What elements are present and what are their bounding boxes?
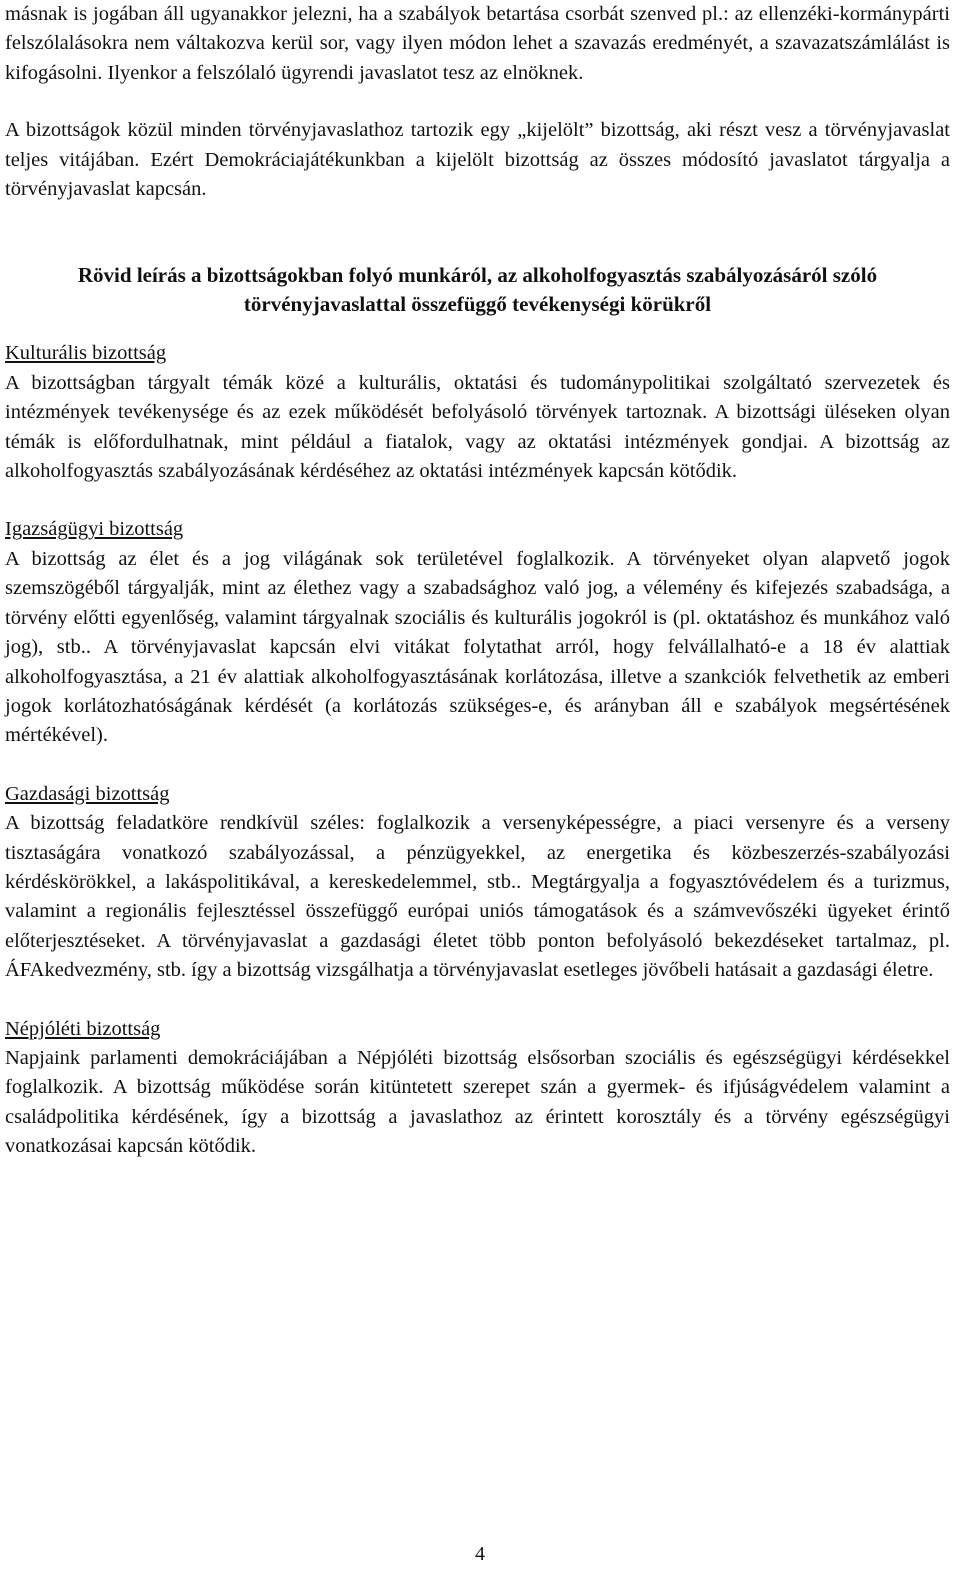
committee-title-igazsagugyi: Igazságügyi bizottság bbox=[5, 518, 184, 541]
section-heading: Rövid leírás a bizottságokban folyó munkáról, az alkoholfogyasztás szabályozásáról szóló törvényjavaslattal összefüggő tevékenységi körükről bbox=[77, 263, 878, 317]
intro-paragraph-2: A bizottságok közül minden törvényjavaslathoz tartozik egy „kijelölt” bizottság, aki részt vesz a törvényjavaslat teljes vitájában. Ezért Demokráciajátékunkban a kijelölt bizottság az összes módosító javaslatot tárgyalja a törvényjavaslat kapcsán. bbox=[5, 119, 950, 201]
committee-text-kulturalis: A bizottságban tárgyalt témák közé a kulturális, oktatási és tudománypolitikai szolgáltató szervezetek és intézmények tevékenysége és az ezek működését befolyásoló törvények tartoznak. A bizottsági üléseken olyan témák is előfordulhatnak, mint például a fiatalok, vagy az oktatási intézmények gondjai. A bizottság az alkoholfogyasztás szabályozásának kérdéséhez az oktatási intézmények kapcsán kötődik. bbox=[5, 371, 950, 483]
page-number: 4 bbox=[475, 1543, 485, 1565]
committee-title-nepjoleti: Népjóléti bizottság bbox=[5, 1017, 161, 1040]
intro-paragraph-1: másnak is jogában áll ugyanakkor jelezni, ha a szabályok betartása csorbát szenved pl.: az ellenzéki-kormánypárti felszólalásokra nem váltakozva kerül sor, vagy ilyen módon lehet a szavazás eredményét, a szavazatszámlálást is kifogásolni. Ilyenkor a felszólaló ügyrendi javaslatot tesz az elnöknek. bbox=[5, 3, 950, 84]
committee-title-gazdasagi: Gazdasági bizottság bbox=[5, 782, 170, 805]
committee-section-kulturalis bbox=[5, 339, 950, 486]
committee-section-gazdasagi bbox=[5, 780, 950, 986]
committee-text-igazsagugyi: A bizottság az élet és a jog világának sok területével foglalkozik. A törvényeket olyan alapvető jogok szemszögéből tárgyalják, mint az élethez vagy a szabadsághoz való jog, a vélemény és kifejezés szabadsága, a törvény előtti egyenlőség, valamint tárgyalnak szociális és kulturális jogokról is (pl. oktatáshoz és munkához való jog), stb.. A törvényjavaslat kapcsán elvi vitákat folytathat arról, hogy felvállalható-e a 18 év alattiak alkoholfogyasztása, a 21 év alattiak alkoholfogyasztásának korlátozása, illetve a szankciók felvethetik az emberi jogok korlátozhatóságának kérdését (a korlátozás szükséges-e, és arányban áll e szabályok megsértésének mértékével). bbox=[5, 547, 950, 747]
committee-text-gazdasagi: A bizottság feladatköre rendkívül széles: foglalkozik a versenyképességre, a piaci versenyre és a verseny tisztaságára vonatkozó szabályozással, a pénzügyekkel, az energetika és közbeszerzés-szabályozási kérdéskörökkel, a lakáspolitikával, a kereskedelemmel, stb.. Megtárgyalja a fogyasztóvédelem és a turizmus, valamint a regionális fejlesztéssel összefüggő európai uniós támogatások és a számvevőszéki ügyeket érintő előterjesztéseket. A törvényjavaslat a gazdasági életet több ponton befolyásoló bekezdéseket tartalmaz, pl. ÁFAkedvezmény, stb. így a bizottság vizsgálhatja a törvényjavaslat esetleges jövőbeli hatásait a gazdasági életre. bbox=[5, 812, 950, 982]
committee-section-nepjoleti bbox=[5, 1015, 950, 1162]
document-page bbox=[5, 0, 950, 1162]
committee-text-nepjoleti: Napjaink parlamenti demokráciájában a Népjóléti bizottság elsősorban szociális és egészségügyi kérdésekkel foglalkozik. A bizottság működése során kitüntetett szerepet szán a gyermek- és ifjúságvédelem valamint a családpolitika kérdésének, így a bizottság a javaslathoz az érintett korosztály és a törvény egészségügyi vonatkozásai kapcsán kötődik. bbox=[5, 1046, 950, 1158]
committee-title-kulturalis: Kulturális bizottság bbox=[5, 342, 167, 365]
committee-section-igazsagugyi bbox=[5, 515, 950, 750]
